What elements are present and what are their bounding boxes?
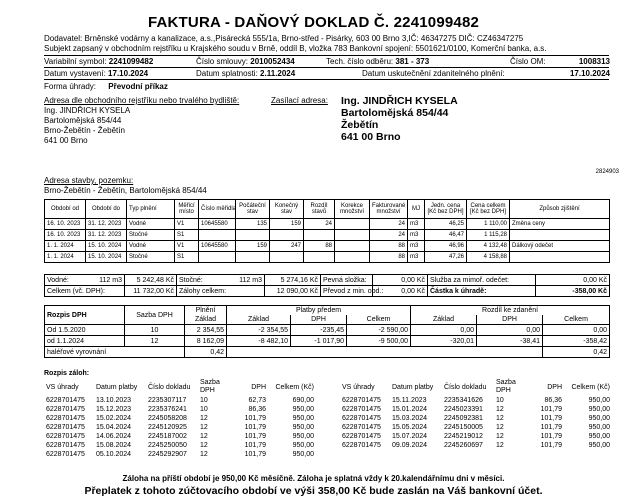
divider bbox=[44, 79, 609, 80]
registry-line: Subjekt zapsaný v obchodním rejstříku u Krajského soudu v Brně, oddíl B, vložka 783 Bankovní spojení: 5501621/0100, Komerční banka, a.s. bbox=[44, 44, 547, 53]
taxable-date-label: Datum uskutečnění zdanitelného plnění: bbox=[362, 69, 505, 78]
vat-header-row: Základ Základ DPH Celkem Základ DPH Celkem bbox=[45, 315, 610, 325]
om-label: Číslo OM: bbox=[510, 57, 546, 66]
registry-address: Ing. JINDŘICH KYSELA Bartolomějská 854/44 Brno-Žebětín - Žebětín 641 00 Brno bbox=[44, 106, 131, 145]
deposits-header-row: VS úhrady Datum platby Číslo dokladu Sazba DPH DPH Celkem (Kč) bbox=[342, 379, 610, 394]
deposit-row: 6228701475 15.02.2024 2245058208 12 101,79 950,00 bbox=[46, 415, 314, 422]
building-address: Brno-Žebětín - Žebětín, Bartolomějská 854/44 bbox=[44, 186, 207, 195]
deposit-row: 6228701475 15.04.2024 2245120925 12 101,79 950,00 bbox=[46, 424, 314, 431]
vat-table bbox=[44, 305, 610, 358]
vat-row: od 1.1.2024 12 8 162,09 -8 482,10 -1 017,90 -9 500,00 -320,01 -38,41 -358,42 bbox=[45, 336, 610, 347]
deposit-row: 6228701475 15.01.2024 2245023391 12 101,79 950,00 bbox=[342, 406, 610, 413]
deposit-row: 6228701475 15.11.2023 2235341626 10 86,36 950,00 bbox=[342, 397, 610, 404]
overpayment-note: Přeplatek z tohoto zúčtovacího období ve výši 358,00 Kč bude zaslán na Váš bankovní účet. bbox=[84, 485, 543, 497]
shipping-address-label: Zasílací adresa: bbox=[271, 96, 328, 105]
supplier-line: Dodavatel: Brněnské vodárny a kanalizace, a.s.,Pisárecká 555/1a, Brno-střed - Pisárky, 603 00 Brno 3,IČ: 46347275 DIČ: CZ46347275 bbox=[44, 34, 524, 43]
invoice-title: FAKTURA - DAŇOVÝ DOKLAD Č. 2241099482 bbox=[147, 14, 480, 31]
deposit-row: 6228701475 15.07.2024 2245219012 12 101,79 950,00 bbox=[342, 433, 610, 440]
tech-number: Tech. číslo odběru: 381 - 373 bbox=[326, 57, 430, 66]
deposit-row: 6228701475 09.09.2024 2245260697 12 101,79 950,00 bbox=[342, 442, 610, 449]
table-row: 1. 1. 2024 15. 10. 2024 Stočné S1 88 m3 47,26 4 158,88 bbox=[45, 252, 610, 263]
shipping-address: Ing. JINDŘICH KYSELA Bartolomějská 854/44 Žebětín 641 00 Brno bbox=[341, 95, 458, 143]
deposit-row: 6228701475 13.10.2023 2235307117 10 62,73 690,00 bbox=[46, 397, 314, 404]
building-address-label: Adresa stavby, pozemku: bbox=[44, 176, 134, 185]
registry-address-label: Adresa dle obchodního rejstříku nebo trvalého bydliště: bbox=[44, 96, 240, 105]
document-code: 2824903 bbox=[595, 169, 619, 175]
deposits-right-table bbox=[340, 378, 612, 450]
table-row: 1. 1. 2024 15. 10. 2024 Vodné V1 10645580 159 247 88 88 m3 46,96 4 132,48 Dálkový odečet bbox=[45, 241, 610, 252]
deposits-left-table bbox=[44, 378, 316, 459]
deposit-row: 6228701475 15.03.2024 2245092381 12 101,79 950,00 bbox=[342, 415, 610, 422]
table-header-row: Období od Období do Typ plnění Měřicí místo Číslo měřidla Počáteční stav Konečný stav Rozdíl stavů Korekce množství Fakturované množství MJ Jedn. cena [Kč bez DPH] Cena celkem [Kč bez DPH] Způsob zjištění bbox=[45, 200, 610, 219]
variable-symbol: Variabilní symbol: 2241099482 bbox=[44, 57, 154, 66]
taxable-date-value: 17.10.2024 bbox=[569, 69, 610, 78]
issue-date: Datum vystavení: 17.10.2024 bbox=[44, 69, 149, 78]
deposits-title: Rozpis záloh: bbox=[44, 370, 90, 377]
vat-row: Od 1.5.2020 10 2 354,55 -2 354,55 -235,45 -2 590,00 0,00 0,00 0,00 bbox=[45, 325, 610, 336]
summary-row: Celkem (vč. DPH): 11 732,00 Kč Zálohy celkem: 12 090,00 Kč Převod z min. obd.: 0,00 Kč Částka k úhradě: -358,00 Kč bbox=[45, 286, 610, 297]
contract-number: Číslo smlouvy: 2010052434 bbox=[196, 57, 295, 66]
summary-row: Vodné: 112 m3 5 242,48 Kč Stočné: 112 m3 5 274,16 Kč Pevná složka: 0,00 Kč Služba za mimoř. odečet: 0,00 Kč bbox=[45, 275, 610, 286]
divider bbox=[44, 55, 609, 56]
table-row: 16. 10. 2023 31. 12. 2023 Stočné S1 24 m3 46,47 1 115,28 bbox=[45, 230, 610, 241]
summary-table bbox=[44, 274, 610, 297]
due-date: Datum splatnosti: 2.11.2024 bbox=[196, 69, 296, 78]
om-value: 1008313 bbox=[578, 57, 610, 66]
vat-rounding-row: haléřové vyrovnání 0,42 0,42 bbox=[45, 347, 610, 358]
payment-method: Forma úhrady: Převodní příkaz bbox=[44, 82, 168, 91]
divider bbox=[44, 67, 609, 68]
deposit-row: 6228701475 15.05.2024 2245150005 12 101,79 950,00 bbox=[342, 424, 610, 431]
deposit-note: Záloha na příští období je 950,00 Kč měsíčně. Záloha je splatná vždy k 20.kalendářnímu dni v měsíci. bbox=[122, 474, 505, 483]
consumption-table bbox=[44, 199, 610, 263]
deposits-header-row: VS úhrady Datum platby Číslo dokladu Sazba DPH DPH Celkem (Kč) bbox=[46, 379, 314, 394]
table-row: 16. 10. 2023 31. 12. 2023 Vodné V1 10645580 135 159 24 24 m3 46,25 1 110,00 Změna ceny bbox=[45, 219, 610, 230]
deposit-row: 6228701475 14.06.2024 2245187002 12 101,79 950,00 bbox=[46, 433, 314, 440]
deposit-row: 6228701475 15.08.2024 2245250050 12 101,79 950,00 bbox=[46, 442, 314, 449]
vat-header-row: Rozpis DPH Sazba DPH Plnění Platby předem Rozdíl ke zdanění bbox=[45, 306, 610, 316]
deposit-row: 6228701475 05.10.2024 2245292907 12 101,79 950,00 bbox=[46, 451, 314, 458]
deposit-row: 6228701475 15.12.2023 2235376241 10 86,36 950,00 bbox=[46, 406, 314, 413]
